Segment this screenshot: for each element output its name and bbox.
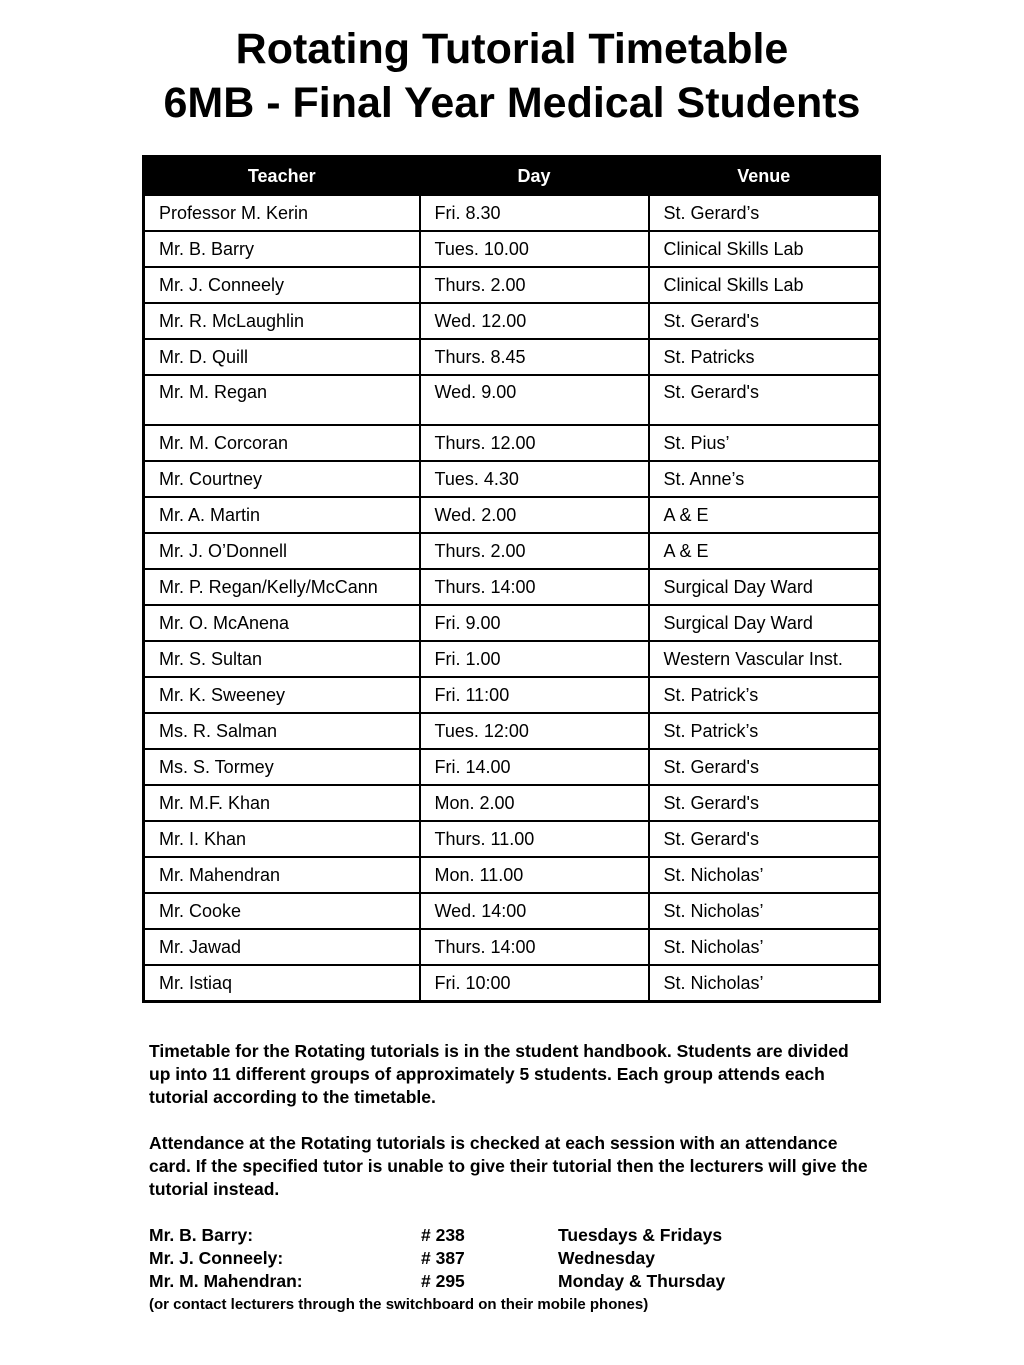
notes-paragraph-2: Attendance at the Rotating tutorials is checked at each session with an attendance card. If the specified tutor is unable to give their tutorial then the lecturers will give the tutorial instead. xyxy=(149,1133,868,1199)
cell-venue: Clinical Skills Lab xyxy=(649,267,880,303)
cell-venue: Western Vascular Inst. xyxy=(649,641,880,677)
cell-day: Thurs. 2.00 xyxy=(420,267,649,303)
contact-row xyxy=(149,1247,869,1270)
table-row xyxy=(144,375,880,425)
title-line-1: Rotating Tutorial Timetable xyxy=(235,25,789,73)
footnote: (or contact lecturers through the switchboard on their mobile phones) xyxy=(149,1296,649,1313)
cell-teacher: Mr. M. Corcoran xyxy=(144,425,420,461)
cell-teacher: Mr. R. McLaughlin xyxy=(144,303,420,339)
cell-teacher: Mr. Jawad xyxy=(144,929,420,965)
table-row xyxy=(144,461,880,497)
cell-day: Fri. 8.30 xyxy=(420,195,649,231)
cell-day: Thurs. 12.00 xyxy=(420,425,649,461)
cell-venue: St. Gerard's xyxy=(649,303,880,339)
cell-day: Fri. 11:00 xyxy=(420,677,649,713)
contact-name: Mr. M. Mahendran: xyxy=(149,1271,303,1291)
timetable xyxy=(142,155,881,1003)
cell-day: Fri. 1.00 xyxy=(420,641,649,677)
cell-teacher: Mr. Mahendran xyxy=(144,857,420,893)
cell-venue: St. Gerard's xyxy=(649,785,880,821)
cell-teacher: Mr. S. Sultan xyxy=(144,641,420,677)
cell-venue: St. Patrick’s xyxy=(649,677,880,713)
cell-day: Wed. 14:00 xyxy=(420,893,649,929)
cell-venue: A & E xyxy=(649,497,880,533)
header-row xyxy=(144,157,880,196)
contact-extension: # 295 xyxy=(421,1271,465,1291)
table-row xyxy=(144,605,880,641)
cell-teacher: Mr. D. Quill xyxy=(144,339,420,375)
header-day: Day xyxy=(420,157,649,196)
cell-teacher: Mr. Cooke xyxy=(144,893,420,929)
cell-day: Wed. 2.00 xyxy=(420,497,649,533)
table-row xyxy=(144,641,880,677)
contact-days: Tuesdays & Fridays xyxy=(558,1225,723,1245)
cell-day: Thurs. 14:00 xyxy=(420,569,649,605)
contact-row xyxy=(149,1224,869,1247)
cell-day: Wed. 12.00 xyxy=(420,303,649,339)
cell-venue: A & E xyxy=(649,533,880,569)
cell-venue: Clinical Skills Lab xyxy=(649,231,880,267)
cell-venue: Surgical Day Ward xyxy=(649,569,880,605)
cell-day: Fri. 9.00 xyxy=(420,605,649,641)
cell-day: Tues. 4.30 xyxy=(420,461,649,497)
table-row xyxy=(144,231,880,267)
cell-venue: St. Patrick’s xyxy=(649,713,880,749)
cell-venue: St. Patricks xyxy=(649,339,880,375)
cell-venue: St. Gerard's xyxy=(649,821,880,857)
table-row xyxy=(144,533,880,569)
cell-teacher: Mr. I. Khan xyxy=(144,821,420,857)
cell-venue: St. Gerard's xyxy=(649,749,880,785)
table-row xyxy=(144,821,880,857)
contact-days: Monday & Thursday xyxy=(558,1271,726,1291)
cell-day: Thurs. 8.45 xyxy=(420,339,649,375)
cell-teacher: Ms. S. Tormey xyxy=(144,749,420,785)
table-row xyxy=(144,195,880,231)
cell-venue: St. Nicholas’ xyxy=(649,929,880,965)
cell-day: Thurs. 14:00 xyxy=(420,929,649,965)
cell-teacher: Mr. A. Martin xyxy=(144,497,420,533)
cell-day: Fri. 14.00 xyxy=(420,749,649,785)
table-row xyxy=(144,929,880,965)
table-row xyxy=(144,893,880,929)
cell-day: Thurs. 11.00 xyxy=(420,821,649,857)
cell-teacher: Mr. Istiaq xyxy=(144,965,420,1002)
cell-teacher: Ms. R. Salman xyxy=(144,713,420,749)
contact-name: Mr. J. Conneely: xyxy=(149,1248,284,1268)
table-row xyxy=(144,569,880,605)
cell-teacher: Mr. O. McAnena xyxy=(144,605,420,641)
cell-teacher: Professor M. Kerin xyxy=(144,195,420,231)
header-venue: Venue xyxy=(649,157,880,196)
table-row xyxy=(144,749,880,785)
cell-venue: St. Nicholas’ xyxy=(649,893,880,929)
table-row xyxy=(144,713,880,749)
header-teacher: Teacher xyxy=(144,157,420,196)
table-row xyxy=(144,497,880,533)
cell-teacher: Mr. P. Regan/Kelly/McCann xyxy=(144,569,420,605)
cell-venue: St. Anne’s xyxy=(649,461,880,497)
contact-list xyxy=(149,1224,869,1293)
cell-venue: St. Gerard's xyxy=(649,375,880,425)
table-row xyxy=(144,339,880,375)
cell-day: Fri. 10:00 xyxy=(420,965,649,1002)
cell-venue: St. Nicholas’ xyxy=(649,965,880,1002)
contact-extension: # 387 xyxy=(421,1248,465,1268)
cell-teacher: Mr. M. Regan xyxy=(144,375,420,425)
table-body xyxy=(144,195,880,1002)
notes-section xyxy=(149,1040,869,1316)
cell-day: Tues. 10.00 xyxy=(420,231,649,267)
table-row xyxy=(144,677,880,713)
cell-venue: St. Gerard’s xyxy=(649,195,880,231)
cell-day: Wed. 9.00 xyxy=(420,375,649,425)
cell-day: Tues. 12:00 xyxy=(420,713,649,749)
contact-days: Wednesday xyxy=(558,1248,655,1268)
contact-row xyxy=(149,1270,869,1293)
cell-teacher: Mr. M.F. Khan xyxy=(144,785,420,821)
cell-day: Mon. 11.00 xyxy=(420,857,649,893)
notes-paragraph-1: Timetable for the Rotating tutorials is in the student handbook. Students are divided up into 11 different groups of approximately 5 students. Each group attends each tutorial according to the timetable. xyxy=(149,1041,849,1107)
cell-teacher: Mr. Courtney xyxy=(144,461,420,497)
table-row xyxy=(144,425,880,461)
table-row xyxy=(144,785,880,821)
cell-teacher: Mr. B. Barry xyxy=(144,231,420,267)
cell-teacher: Mr. K. Sweeney xyxy=(144,677,420,713)
cell-teacher: Mr. J. Conneely xyxy=(144,267,420,303)
cell-venue: Surgical Day Ward xyxy=(649,605,880,641)
cell-day: Thurs. 2.00 xyxy=(420,533,649,569)
cell-teacher: Mr. J. O’Donnell xyxy=(144,533,420,569)
title-line-2: 6MB - Final Year Medical Students xyxy=(163,79,861,127)
table-row xyxy=(144,267,880,303)
page-title xyxy=(0,22,1024,130)
contact-extension: # 238 xyxy=(421,1225,465,1245)
cell-day: Mon. 2.00 xyxy=(420,785,649,821)
cell-venue: St. Pius’ xyxy=(649,425,880,461)
table-row xyxy=(144,965,880,1002)
table-row xyxy=(144,303,880,339)
table-row xyxy=(144,857,880,893)
contact-name: Mr. B. Barry: xyxy=(149,1225,254,1245)
cell-venue: St. Nicholas’ xyxy=(649,857,880,893)
